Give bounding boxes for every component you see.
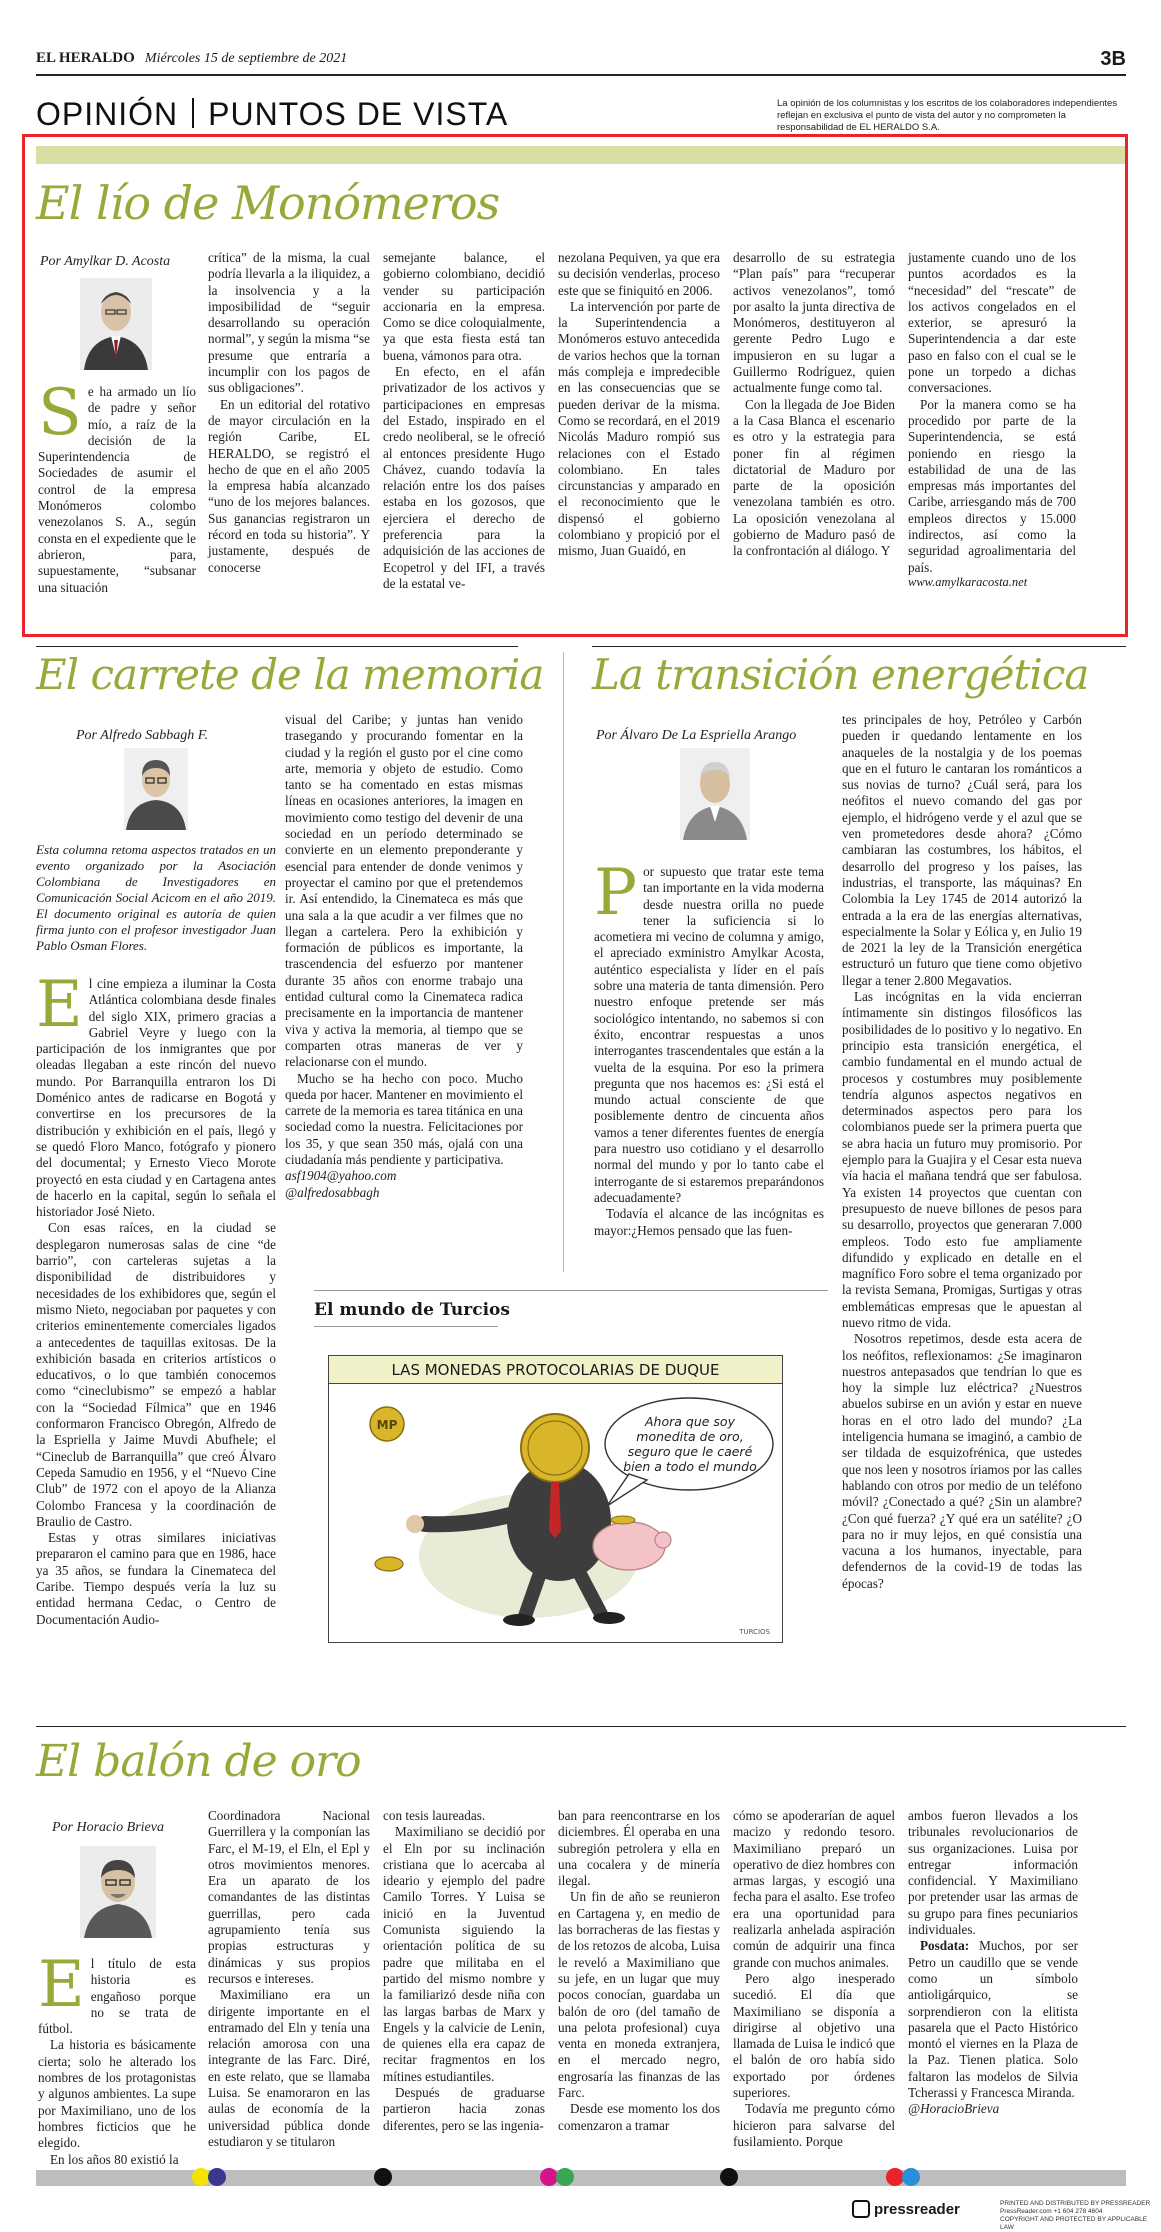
balon-column-2: Coordinadora Nacional Guerrillera y la componían las Farc, el M-19, el Eln, el Epl y otros movimientos menores. Era un aparato de los comandantes de las distintas guerrillas, pero cada agrupamiento tenía sus propias estructuras y dinámicas y sus propios recursos e intereses. Maximiliano era un dirigente importante en el entramado del Eln y tenía una relación amorosa con una integrante de las Farc. Diré, en este relato, que se llamaba Luisa. Se enamoraron en las aulas de economía de la universidad pública donde estudiaron y se titularon — [208, 1808, 370, 2149]
page-number: 3B — [1100, 48, 1126, 70]
color-dot — [720, 2168, 738, 2186]
byline-sabbagh: Por Alfredo Sabbagh F. — [76, 728, 208, 743]
color-dot — [374, 2168, 392, 2186]
monomeros-column-5: desarrollo de su estrategia “Plan país” para “recuperar activos venezolanos”, tomó por asalto la junta directiva de Monómeros, destituyeron al gerente Pedro Lugo e impusieron en su lugar a Guillermo Rodríguez, quien actualmente funge como tal. Con la llegada de Joe Biden a la Casa Blanca el escenario es otro y la estrategia para poner fin al régimen dictatorial de Maduro por parte de la oposición venezolana también es otro. La oposición venezolana al gobierno de Maduro pasó de la confrontación al diálogo. Y — [733, 250, 895, 559]
issue-date: Miércoles 15 de septiembre de 2021 — [144, 51, 348, 66]
sabbagh-email[interactable]: asf1904@yahoo.com — [285, 1168, 397, 1184]
monomeros-column-3: semejante balance, el gobierno colombiano, decidió vender su participación accionaria en la empresa. Como se dice coloquialmente, ya que esta fiesta está tan buena, vámonos para otra. En efecto, en el afán privatizador de los activos y participaciones en empresas del Estado, inspirado en el credo neoliberal, se le ofreció al entonces presidente Hugo Chávez, cuando todavía la relación entre los dos países estaba en los gozosos, que ejerciera el derecho de preferencia para la adquisición de las acciones de Ecopetrol y del IFI, a través de la estatal ve- — [383, 250, 545, 591]
cartoon-title-underline — [314, 1326, 498, 1327]
rule-transicion — [592, 646, 1126, 647]
brieva-handle[interactable]: @HoracioBrieva — [908, 2101, 1000, 2117]
monomeros-column-6: justamente cuando uno de los puntos acordados es la “necesidad” del “rescate” de los activos congelados en el exterior, se apresuró la Superintendencia a dar este paso en falso con el cual se le pone un torpedo a dichas conversaciones. Por la manera como se ha procedido por parte de la Superintendencia, se está poniendo en riesgo la estabilidad de una de las empresas más importantes del Caribe, arriesgando más de 700 empleos directos y 15.000 indirectos, así como la seguridad agroalimentaria del país. — [908, 250, 1076, 575]
vertical-rule-middle — [563, 652, 564, 1272]
balon-column-5: cómo se apoderarían de aquel macizo y redondo tesoro. Maximiliano preparó un operativo de diez hombres con armas largas, y escogió una fecha para el asalto. Ese trofeo era una oportunidad para realizarla anhelada aspiración común de adquirir una finca grande con muchos animales. Pero algo inesperado sucedió. El día que Maximiliano se disponía a dirigirse al objetivo una llamada de Luisa le indicó que el balón de oro había sido exportado por órdenes superiores. Todavía me pregunto cómo hicieron para salvarse del fusilamiento. Porque — [733, 1808, 895, 2149]
dropcap-e2: E — [38, 1948, 85, 2022]
cartoon-speech: Ahora que soy monedita de oro, seguro que le caeré bien a todo el mundo — [623, 1414, 757, 1474]
dropcap-p: P — [594, 856, 638, 930]
transicion-column-2: tes principales de hoy, Petróleo y Carbón pueden ir quedando lentamente en los anaqueles de la nostalgia y de los poemas que en el futuro le cantaran los románticos a sus novias de turno? ¿Cuál será, para los neófitos el nuevo comando del gas por ejemplo, el hidrógeno verde y el azul que se ven prometedores desde ahora? ¿Cómo cambiaran las costumbres, los hábitos, el desarrollo del progreso y los países, las industrias, el transporte, las máquinas? En Colombia la Ley 1745 de 2014 autorizó la entrada a la era de las energías alternativas, especialmente la Solar y Eólica y, en Julio 19 de 2021 la ley de la Transición energética estructuró un futuro que tiene como objetivo llegar a tener 2.800 Megavatios. Las incógnitas en la vida encierran íntimamente sin distingos filosóficos las posibilidades de lo positivo y lo negativo. En principio esta transición energética, el cambio fundamental en el mundo actual de procesos y costumbres muy posiblemente tendría algunos aspectos negativos en determinados aspectos pero para los colombianos puede ser la primera puerta que se abra hacia un futuro muy promisorio. Por ejemplo para la Guajira y el Cesar esta nueva vía hacia el mañana tendrá que ser fabulosa. Ya existen 14 proyectos que cuentan con presupuesto de nueve billones de pesos para su desarrollo, proyectos que generaran 7.000 empleos. Todo esto fue ampliamente difundido y explicado en detalle en el magnífico Foro sobre el tema organizado por la revista Semana, Promigas, Surtigas y otras emblemáticas empresas que le apuestan al nuevo ritmo de vida. Nosotros repetimos, desde esta acera de los neófitos, reflexionamos: ¿Se imaginaron nuestros antepasados que tendrían lo que es hoy la simple luz eléctrica? ¿Nuestros abuelos subirse en un avión y estar en nueve horas en el otro lado del mundo? ¿La inteligencia humana se imaginó, a cambio de ser tildada de esquizofrénica, que ustedes que nos leen y nosotros íriamos por las calles hablando con otros por medio de un teléfono móvil? ¿Conectado a qué? ¿Sin un alambre? ¿Con qué fuerza? ¿Y qué era un satélite? ¿O para no ir muy lejos, en qué consistía una vacuna a los humanos, inyectable, para defendernos de la covid-19 de todas las épocas? — [842, 712, 1082, 1591]
section-puntos: PUNTOS DE VISTA — [208, 96, 509, 132]
section-title — [36, 96, 508, 133]
section-opinion: OPINIÓN — [36, 96, 179, 132]
author-photo-acosta — [80, 278, 152, 370]
balon-column-1: El título de esta historia es engañoso porque no se trata de fútbol. La historia es básicamente cierta; solo he alterado los nombres de los protagonistas y algunos ambientes. La supe por Maximiliano, uno de los hombres ficticios que he elegido. En los años 80 existió la — [38, 1948, 196, 2167]
color-dot — [902, 2168, 920, 2186]
acosta-website[interactable]: www.amylkaracosta.net — [908, 575, 1028, 589]
monomeros-column-4: nezolana Pequiven, ya que era su decisión venderlas, proceso este que se finiquitó en 2006. La intervención por parte de la Superintendencia a Monómeros estuvo antecedida de varios hechos que la tornan más compleja e impredecible en las consecuencias que se pueden derivar de la misma. Como se recordará, en el 2019 Nicolás Maduro rompió sus relaciones con el Estado colombiano. En tales circunstancias y amparado en el reconocimiento que le dispensó el gobierno colombiano y propició por el mismo, Juan Guaidó, en — [558, 250, 720, 559]
posdata-label: Posdata: — [920, 1938, 970, 1954]
cartoon-rule — [314, 1290, 828, 1291]
dropcap-s: S — [38, 376, 82, 450]
article-title-monomeros: El lío de Monómeros — [36, 176, 500, 230]
byline-brieva: Por Horacio Brieva — [52, 1820, 164, 1835]
color-dot — [208, 2168, 226, 2186]
article-title-carrete: El carrete de la memoria — [36, 650, 544, 699]
balon-column-6: ambos fueron llevados a los tribunales revolucionarios de sus organizaciones. Luisa por entregar información confidencial. Y Maximiliano por pretender usar las armas de su grupo para fines pecuniarios individuales. Posdata: Muchos, por ser Petro un caudillo que se vende como un símbolo antioligárquico, se sorprendieron con la elitista pasarela que el Pacto Histórico montó el viernes en la Plaza de la Paz. Tienen platica. Solo faltaron las modelos de Silvia Tcherassi y Francesca Miranda. @HoracioBrieva — [908, 1808, 1078, 2117]
cartoon-signature: TURCIOS — [739, 1628, 770, 1636]
pressreader-legal: PRINTED AND DISTRIBUTED BY PRESSREADER PressReader.com +1 604 278 4604 COPYRIGHT AND PROTECTED BY APPLICABLE LAW — [1000, 2200, 1151, 2231]
pressreader-icon — [852, 2200, 870, 2218]
monomeros-column-1: Se ha armado un lío de padre y señor mío, a raíz de la decisión de la Superintendencia de Sociedades de asumir el control de la empresa Monómeros colombo venezolanos S. A., según consta en el expediente que le abrieron, para, supuestamente, “subsanar una situación — [38, 376, 196, 595]
pressreader-logo[interactable]: pressreader — [852, 2200, 960, 2218]
cartoon-banner: LAS MONEDAS PROTOCOLARIAS DE DUQUE — [329, 1356, 782, 1384]
byline-espriella: Por Álvaro De La Espriella Arango — [596, 728, 797, 743]
author-photo-brieva — [80, 1846, 156, 1938]
rule-balon — [36, 1726, 1126, 1727]
cartoon-drawing — [329, 1356, 784, 1644]
cartoon-section-title: El mundo de Turcios — [314, 1300, 510, 1320]
rule-carrete — [36, 646, 518, 647]
newspaper-name: EL HERALDO — [36, 50, 135, 66]
byline-acosta: Por Amylkar D. Acosta — [40, 254, 171, 269]
author-photo-espriella — [680, 748, 750, 840]
dropcap-e: E — [36, 968, 83, 1042]
carrete-column-2: visual del Caribe; y juntas han venido trasegando y procurando fomentar en la ciudad y la región el gusto por el cine como arte, memoria y objeto de estudio. Como tanto se ha comentado en estas mismas líneas en ocasiones anteriores, la imagen en movimiento como testigo del devenir de una sociedad en un período determinado se convierte en un elemento preponderante y esencial para entender de donde venimos y proyectar el camino por que el pretendemos ir. Así entendido, la Cinemateca es más que una sala a la que acudir a ver filmes que no llegan a cartelera. Pero la exhibición y formación de públicos es importante, la trascendencia del esfuerzo por mantener durante 35 años con enorme trabajo una entidad cultural como la Cinemateca radica precisamente en la importancia de mantener viva y activa la memoria, al tiempo que se comparten otras maneras de ver y relacionarse con el mundo. Mucho se ha hecho con poco. Mucho queda por hacer. Mantener en movimiento el carrete de la memoria es tarea titánica en una sociedad como la nuestra. Felicitaciones por los 35, y que sean 350 más, ojalá con una ciudadanía más pendiente y participativa. asf1904@yahoo.com @alfredosabbagh — [285, 712, 523, 1200]
section-divider — [192, 98, 194, 128]
article-title-balon: El balón de oro — [36, 1736, 361, 1787]
carrete-note: Esta columna retoma aspectos tratados en un evento organizado por la Asociación Colombiana de Investigadores en Comunicación Social Acicom en el año 2019. El documento original es autoría de quien firma junto con el profesor investigador Juan Pablo Osman Flores. — [36, 842, 276, 953]
coin-text: MP — [376, 1418, 398, 1432]
color-dot — [556, 2168, 574, 2186]
monomeros-column-2: crítica” de la misma, la cual podría llevarla a la iliquidez, a la insolvencia y a la imposibilidad de “seguir desarrollando su operación normal”, y según la misma “se presume que entraría a incumplir con los pagos de sus obligaciones”. En un editorial del rotativo de mayor circulación en la región Caribe, EL HERALDO, se registró el hecho de que en el año 2005 la empresa había alcanzado “uno de los mejores balances. Sus ganancias registraron un récord en toda su historia”. Y justamente, después de conocerse — [208, 250, 370, 575]
balon-column-3: con tesis laureadas. Maximiliano se decidió por el Eln por su inclinación cristiana que lo acercaba al ideario y ejemplo del padre Camilo Torres. Y Luisa se inició en la Juventud Comunista siguiendo la orientación política de su padre que militaba en el partido del mismo nombre y la familiarizó desde niña con las largas barbas de Marx y Engels y la calvicie de Lenin, de quienes ella era capaz de recitar fragmentos en los mítines estudiantiles. Después de graduarse partieron hacia zonas diferentes, pero se las ingenia- — [383, 1808, 545, 2133]
cartoon-panel — [328, 1355, 783, 1643]
transicion-column-1: Por supuesto que tratar este tema tan importante en la vida moderna desde nuestra orilla no puede tener la suficiencia si lo acometiera mi vecino de columna y amigo, el apreciado exministro Amylkar Acosta, auténtico especialista y líder en el país sobre una materia de tanta dimensión. Pero nuestro enfoque pretende ser más sociológico intentando, no sabemos si con éxito, encontrar respuestas a unos interrogantes trascendentales que están a la vuelta de la esquina. Por eso la primera pregunta que nos hacemos es: ¿Si está el mundo actual consciente de que posiblemente dentro de cincuenta años vamos a tener diferentes fuentes de energía para nuestro uso cotidiano y el desarrollo normal del mundo y por lo tanto cabe el interrogante de si estaremos preparándonos adecuadamente? Todavía el alcance de las incógnitas es mayor:¿Hemos pensado que las fuen- — [594, 856, 824, 1238]
headline-green-bar — [36, 146, 1126, 164]
masthead — [36, 50, 1126, 72]
balon-column-4: ban para reencontrarse en los diciembres. Él operaba en una subregión petrolera y ella en una cocalera y de minería ilegal. Un fin de año se reunieron en Cartagena y, en medio de las borracheras de las fiestas y de los retozos de alcoba, Luisa le reveló a Maximiliano que su jefe, en un lugar que muy pocos conocían, guardaba un balón de oro (del tamaño de una pelota profesional) cuya venta en moneda extranjera, en el mercado negro, engrosaría las finanzas de las Farc. Desde ese momento los dos comenzaron a tramar — [558, 1808, 720, 2133]
sabbagh-handle[interactable]: @alfredosabbagh — [285, 1184, 380, 1200]
article-title-transicion: La transición energética — [592, 650, 1089, 699]
disclaimer: La opinión de los columnistas y los escritos de los colaboradores independientes reflejan en exclusiva el punto de vista del autor y no comprometen la responsabilidad de EL HERALDO S.A. — [777, 98, 1118, 133]
author-photo-sabbagh — [124, 748, 188, 830]
carrete-column-1: El cine empieza a iluminar la Costa Atlántica colombiana desde finales del siglo XIX, primero gracias a Gabriel Veyre y luego con la participación de los inmigrantes que por oleadas llegaban a este rincón del nuevo mundo. Por Barranquilla entraron los Di Doménico antes de radicarse en Bogotá y convertirse en los precursores de la distribución y exhibición en el país, llegó y se quedó Floro Manco, fotógrafo y pionero del documental; y Ernesto Vieco Morote proyectó en esta ciudad y en Cartagena antes de hacerlo en la capital, según lo señala el historiador José Nieto. Con esas raíces, en la ciudad se desplegaron numerosas salas de cine “de barrio”, con carteleras sujetas a la disponibilidad de distribuidores y necesidades de los exhibidores que, según el mismo Nieto, negociaban por paquetes y con criterios eminentemente comerciales ligados a antecedentes de taquillas exitosas. De la exhibición basada en criterios artísticos o educativos, o lo que también conocemos como “cineclubismo” se empezó a hablar con la “Sociedad Fílmica” que en 1946 conformaron Francisco Obregón, Alfredo de la Espriella y Jaime Muvdi Abufhele; el “Cineclub de Barranquilla” que creó Álvaro Cepeda Samudio en 1956, y el “Nuevo Cine Club” de 1972 con el apoyo de la Alianza Colombo Francesa y la coordinación de Braulio de Castro. Estas y otras similares iniciativas prepararon el camino para que en 1986, hace ya 35 años, se fundara la Cinemateca del Caribe. Tiempo después vería la luz su entidad hermana Cedac, o Centro de Documentación Audio- — [36, 968, 276, 1627]
masthead-rule — [36, 74, 1126, 76]
